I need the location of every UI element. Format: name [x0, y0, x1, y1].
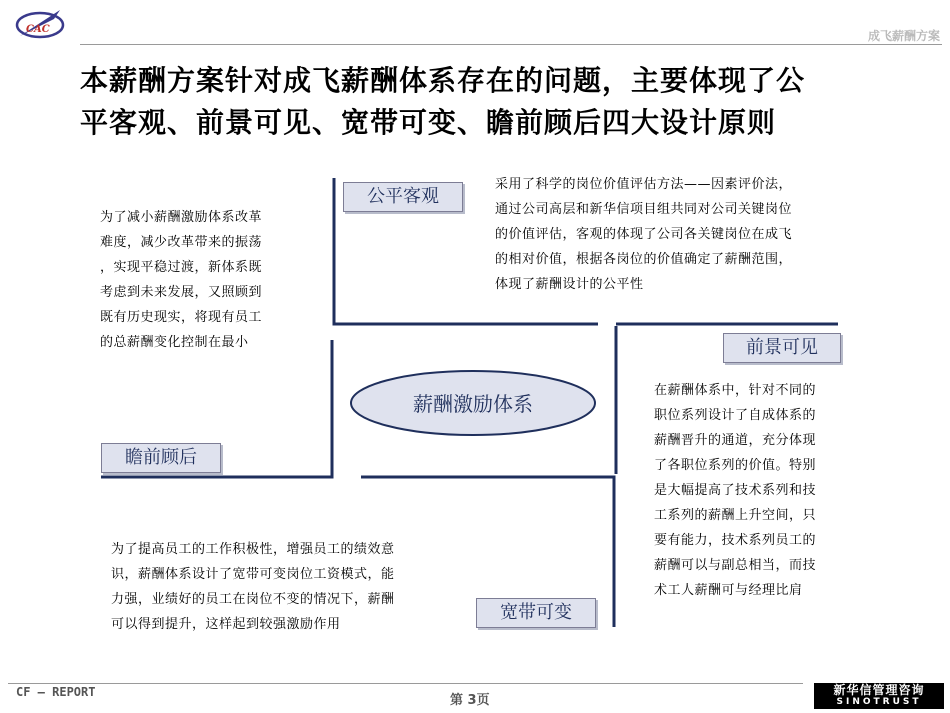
- brand-name-cn: 新华信管理咨询: [833, 683, 925, 697]
- text-line: 要有能力，技术系列员工的: [654, 533, 817, 548]
- label-prospect: 前景可见: [723, 333, 841, 363]
- text-line: 识，薪酬体系设计了宽带可变岗位工资模式，能: [111, 567, 395, 582]
- text-line: 是大幅提高了技术系列和技: [654, 483, 817, 498]
- text-line: ，实现平稳过渡，新体系既: [100, 260, 263, 275]
- text-line: 难度，减少改革带来的振荡: [100, 235, 263, 250]
- text-line: 了各职位系列的价值。特别: [654, 458, 817, 473]
- center-label: 薪酬激励体系: [413, 392, 533, 416]
- title-line-1: 本薪酬方案针对成飞薪酬体系存在的问题，主要体现了公: [80, 64, 806, 97]
- text-line: 为了提高员工的工作积极性，增强员工的绩效意: [111, 542, 395, 557]
- text-line: 职位系列设计了自成体系的: [654, 408, 817, 423]
- text-line: 薪酬可以与副总相当，而技: [654, 558, 817, 573]
- text-fair: [495, 172, 845, 297]
- svg-text:CAC: CAC: [26, 24, 50, 35]
- header-note: 成飞薪酬方案: [867, 29, 940, 43]
- text-line: 的相对价值，根据各岗位的价值确定了薪酬范围，: [495, 252, 793, 267]
- text-prospect: [654, 378, 869, 603]
- text-line: 工系列的薪酬上升空间，只: [654, 508, 817, 523]
- label-foresight: 瞻前顾后: [101, 443, 221, 473]
- text-line: 术工人薪酬可与经理比肩: [654, 583, 803, 598]
- text-foresight: [100, 205, 315, 355]
- label-broadband: 宽带可变: [476, 598, 596, 628]
- text-line: 在薪酬体系中，针对不同的: [654, 383, 817, 398]
- text-broadband: [111, 537, 461, 637]
- page-number: 第 3页: [450, 693, 490, 708]
- text-line: 力强，业绩好的员工在岗位不变的情况下，薪酬: [111, 592, 395, 607]
- brand-name-en: SINOTRUST: [836, 697, 922, 707]
- text-line: 为了减小薪酬激励体系改革: [100, 210, 263, 225]
- footer-divider: [8, 683, 803, 684]
- text-line: 通过公司高层和新华信项目组共同对公司关键岗位: [495, 202, 793, 217]
- text-line: 的价值评估，客观的体现了公司各关键岗位在成飞: [495, 227, 793, 242]
- text-line: 既有历史现实，将现有员工: [100, 310, 263, 325]
- text-line: 采用了科学的岗位价值评估方法——因素评价法，: [495, 177, 793, 192]
- text-line: 薪酬晋升的通道，充分体现: [654, 433, 817, 448]
- text-line: 的总薪酬变化控制在最小: [100, 335, 249, 350]
- title-line-2: 平客观、前景可见、宽带可变、瞻前顾后四大设计原则: [80, 106, 777, 139]
- text-line: 可以得到提升，这样起到较强激励作用: [111, 617, 341, 632]
- text-line: 体现了薪酬设计的公平性: [495, 277, 644, 292]
- text-line: 考虑到未来发展，又照顾到: [100, 285, 263, 300]
- label-fair: 公平客观: [343, 182, 463, 212]
- brand-logo: [814, 683, 944, 709]
- footer-report-label: CF — REPORT: [16, 685, 96, 699]
